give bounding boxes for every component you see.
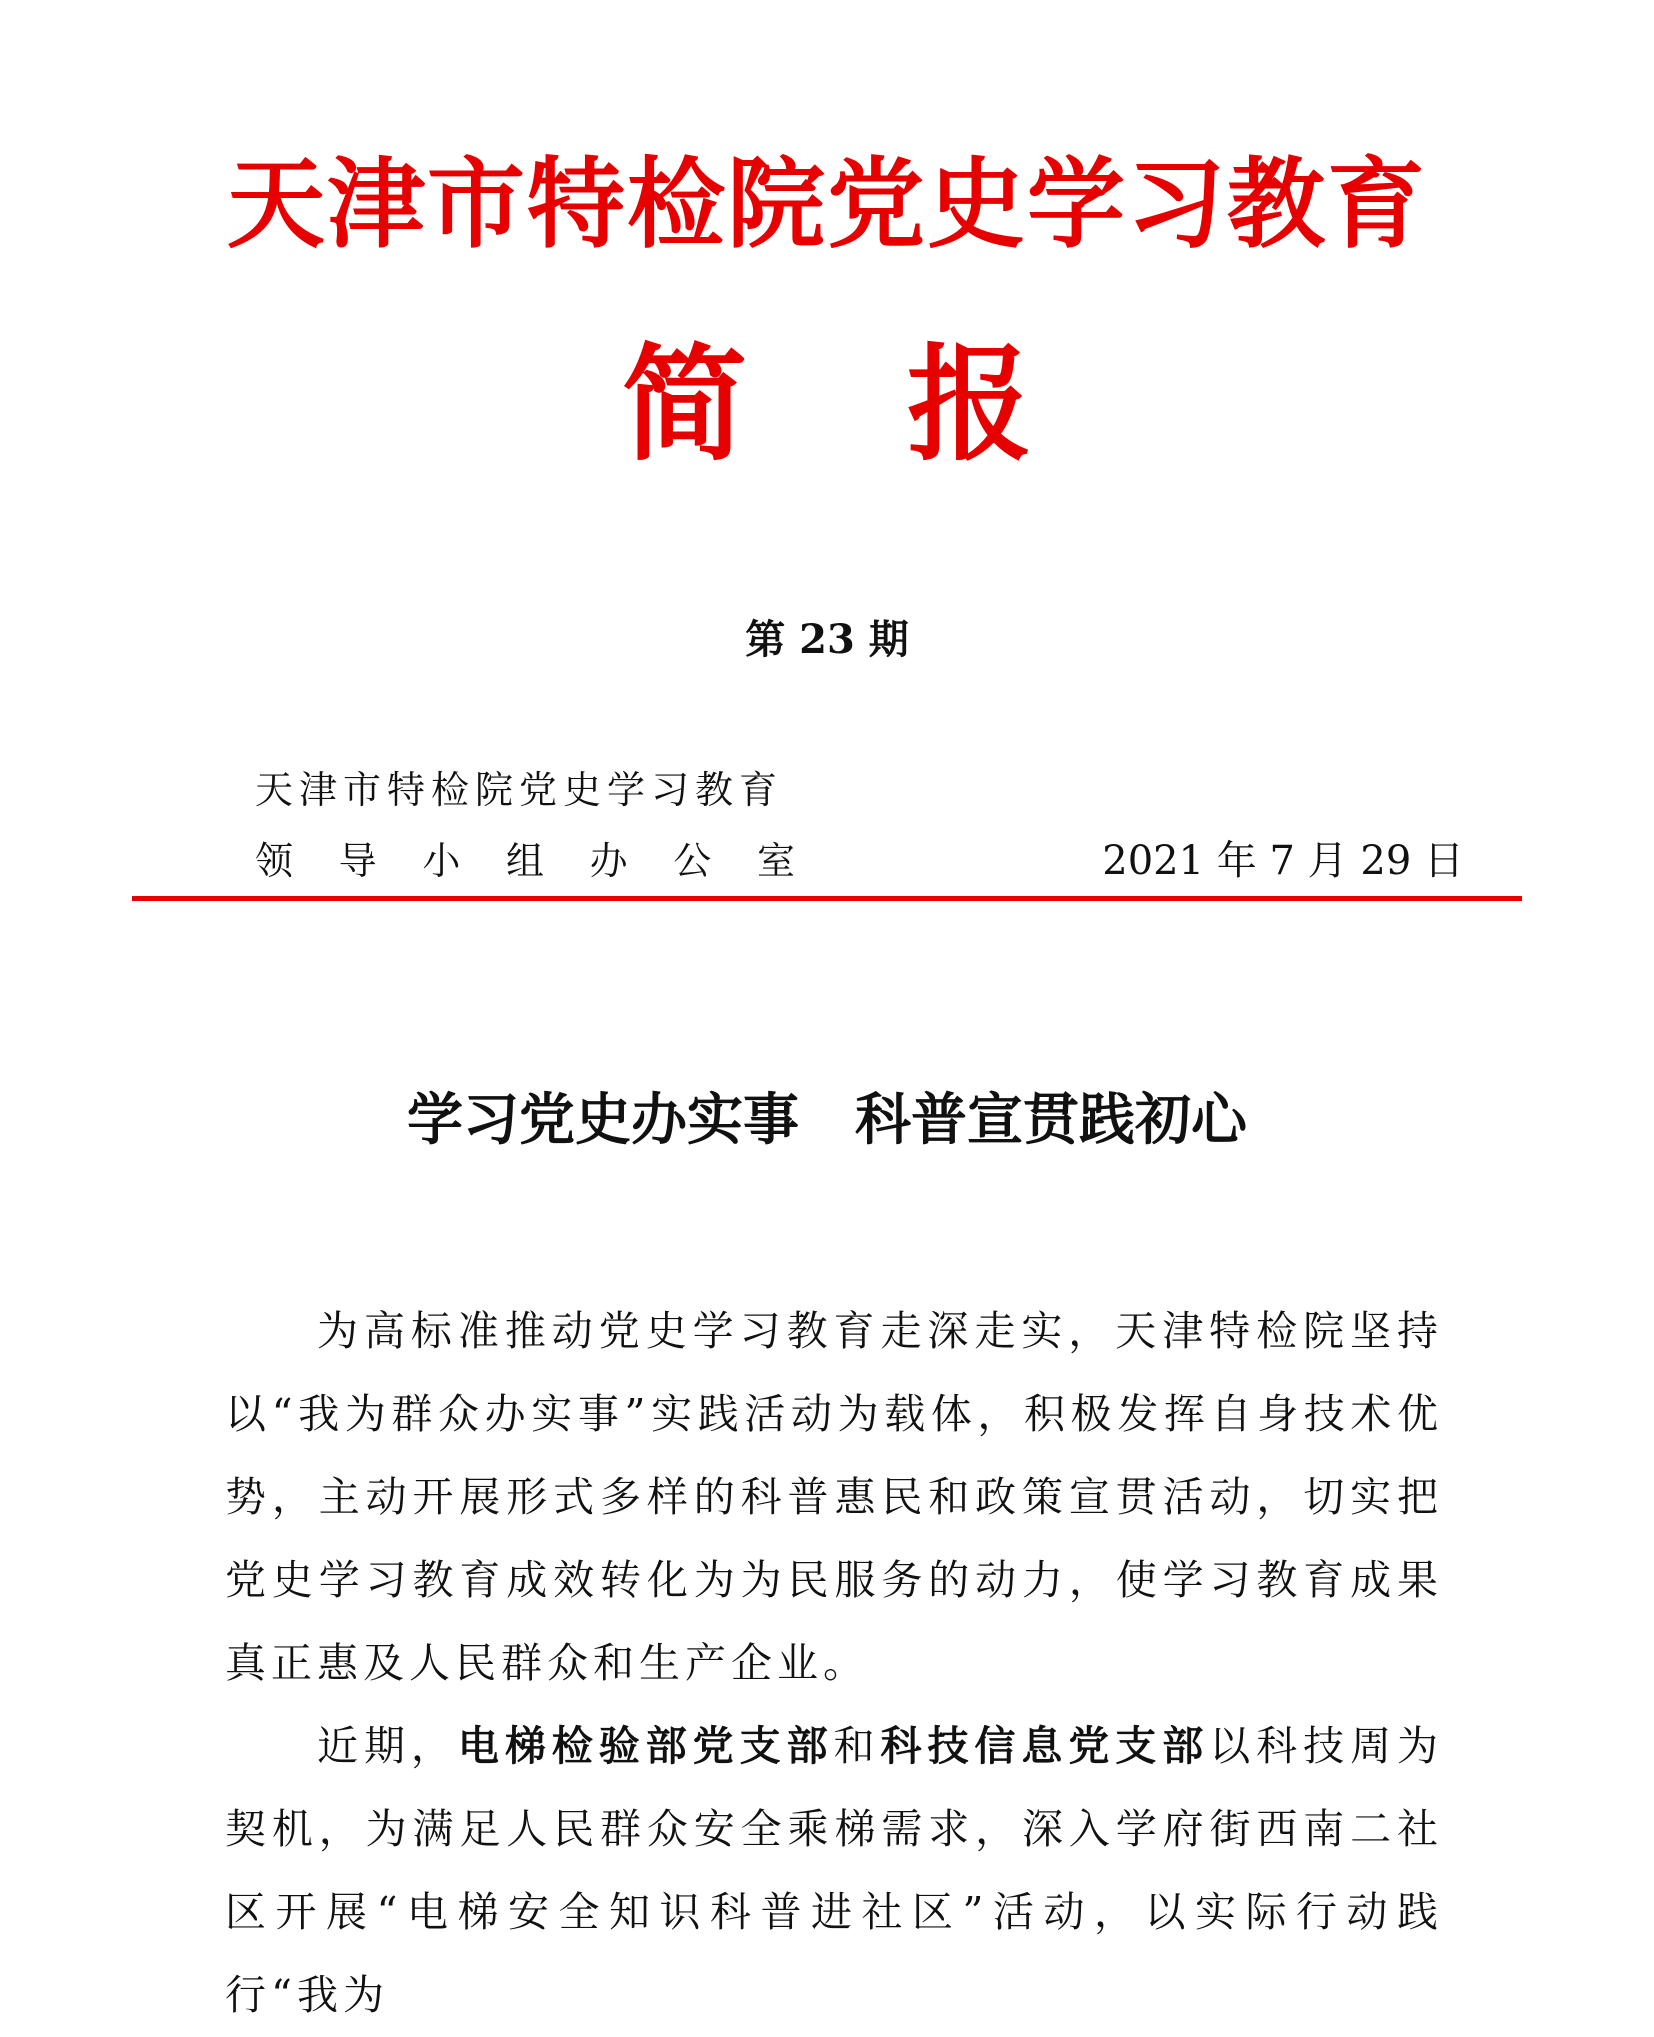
issuer-office-char: 组 [505,839,544,883]
branch-name: 电梯检验部党支部 [457,1722,834,1770]
issuer-name: 天津市特检院党史学习教育 [255,768,784,812]
issuer-office-char: 小 [422,839,461,883]
issuer-office-char: 领 [255,839,294,883]
issuer-office-char: 室 [756,839,795,883]
article-title: 学习党史办实事 科普宣贯践初心 [407,1087,1247,1153]
masthead-title: 天津市特检院党史学习教育 [226,147,1427,262]
conjunction: 和 [833,1722,881,1770]
issuer-office-char: 办 [589,839,628,883]
branch-name: 科技信息党支部 [880,1722,1210,1770]
paragraph: 为高标准推动党史学习教育走深走实，天津特检院坚持以“我为群众办实事”实践活动为载体，积极发挥自身技术优势，主动开展形式多样的科普惠民和政策宣贯活动，切实把党史学习教育成效转化为为民服务的动力，使学习教育成果真正惠及人民群众和生产企业。 [225,1307,1443,1687]
paragraph [225,1705,1443,2037]
issuer-office-char: 导 [338,839,377,883]
issuer-office-char: 公 [673,839,712,883]
paragraph-lead: 近期， [317,1722,458,1770]
issuer-office [255,836,795,886]
issue-date: 2021 年 7 月 29 日 [1102,838,1464,884]
paragraph-rest: 以科技周为契机，为满足人民群众安全乘梯需求，深入学府街西南二社区开展“电梯安全知识科普进社区”活动，以实际行动践行“我为 [225,1722,1444,2019]
masthead-subtitle: 简报 [622,332,1192,478]
issue-number: 第 23 期 [745,616,909,663]
article-body [225,1290,1443,2037]
red-divider [132,896,1522,901]
